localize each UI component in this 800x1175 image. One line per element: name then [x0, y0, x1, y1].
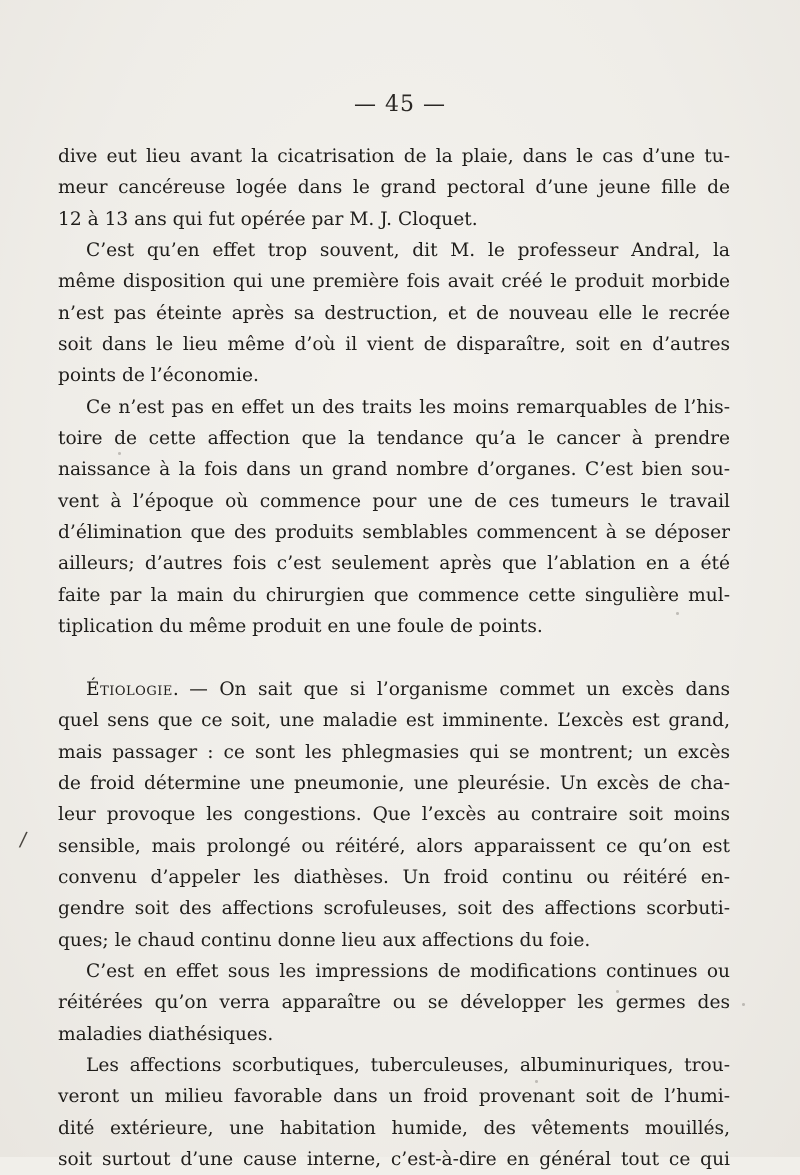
text-line: maladies diathésiques. [58, 1023, 274, 1045]
section-heading-text: — On sait que si l’organisme commet un excès dans [189, 678, 730, 700]
text-line: leur provoque les congestions. Que l’excès au contraire soit moins [58, 804, 730, 826]
text-line: Ce n’est pas en effet un des traits les moins remarquables de l’his- [86, 396, 730, 418]
text-line: faite par la main du chirurgien que commence cette singulière mul- [58, 584, 730, 606]
text-line: réitérées qu’on verra apparaître ou se développer les germes des [58, 992, 730, 1014]
text-line: meur cancéreuse logée dans le grand pectoral d’une jeune fille de [58, 177, 730, 199]
text-line: ailleurs; d’autres fois c’est seulement après que l’ablation en a été [58, 553, 730, 575]
text-line: Les affections scorbutiques, tuberculeuses, albuminuriques, trou- [86, 1054, 730, 1076]
text-line: dive eut lieu avant la cicatrisation de la plaie, dans le cas d’une tu- [58, 146, 730, 167]
text-line: ques; le chaud continu donne lieu aux affections du foie. [58, 929, 591, 951]
text-line: points de l’économie. [58, 365, 259, 387]
text-line: toire de cette affection que la tendance qu’a le cancer à prendre [58, 428, 730, 450]
margin-pencil-mark: / [18, 826, 29, 852]
page-number: — 45 — [354, 92, 446, 117]
text-line: tiplication du même produit en une foule de points. [58, 616, 543, 638]
text-line [58, 674, 730, 705]
text-line: mais passager : ce sont les phlegmasies qui se montrent; un excès [58, 741, 730, 763]
text-line: dité extérieure, une habitation humide, des vêtements mouillés, [58, 1117, 730, 1139]
text-line: 12 à 13 ans qui fut opérée par M. J. Cloquet. [58, 208, 478, 230]
paper-speck [742, 1003, 745, 1006]
text-line: veront un milieu favorable dans un froid provenant soit de l’humi- [58, 1086, 730, 1108]
text-line: de froid détermine une pneumonie, une pleurésie. Un excès de cha- [58, 772, 730, 794]
text-line: sensible, mais prolongé ou réitéré, alors apparaissent ce qu’on est [58, 835, 730, 857]
text-line: vent à l’époque où commence pour une de ces tumeurs le travail [58, 490, 730, 512]
section-heading: Étiologie. [86, 678, 180, 700]
text-line: C’est en effet sous les impressions de modifications continues ou [86, 960, 730, 982]
text-line: C’est qu’en effet trop souvent, dit M. le professeur Andral, la [86, 240, 730, 262]
text-line: convenu d’appeler les diathèses. Un froid continu ou réitéré en- [58, 866, 730, 888]
text-line: n’est pas éteinte après sa destruction, et de nouveau elle le recrée [58, 302, 730, 324]
text-line: quel sens que ce soit, une maladie est imminente. L’excès est grand, [58, 710, 730, 732]
text-line: gendre soit des affections scrofuleuses, soit des affections scorbuti- [58, 898, 730, 920]
text-line: soit surtout d’une cause interne, c’est-à-dire en général tout ce qui [58, 1149, 730, 1170]
text-line: d’élimination que des produits semblables commencent à se déposer [58, 522, 730, 544]
text-line: soit dans le lieu même d’où il vient de disparaître, soit en d’autres [58, 334, 730, 356]
body-text [58, 141, 730, 1175]
text-line: naissance à la fois dans un grand nombre d’organes. C’est bien sou- [58, 459, 730, 481]
paragraph-gap [58, 643, 730, 674]
text-line: même disposition qui une première fois avait créé le produit morbide [58, 271, 730, 293]
